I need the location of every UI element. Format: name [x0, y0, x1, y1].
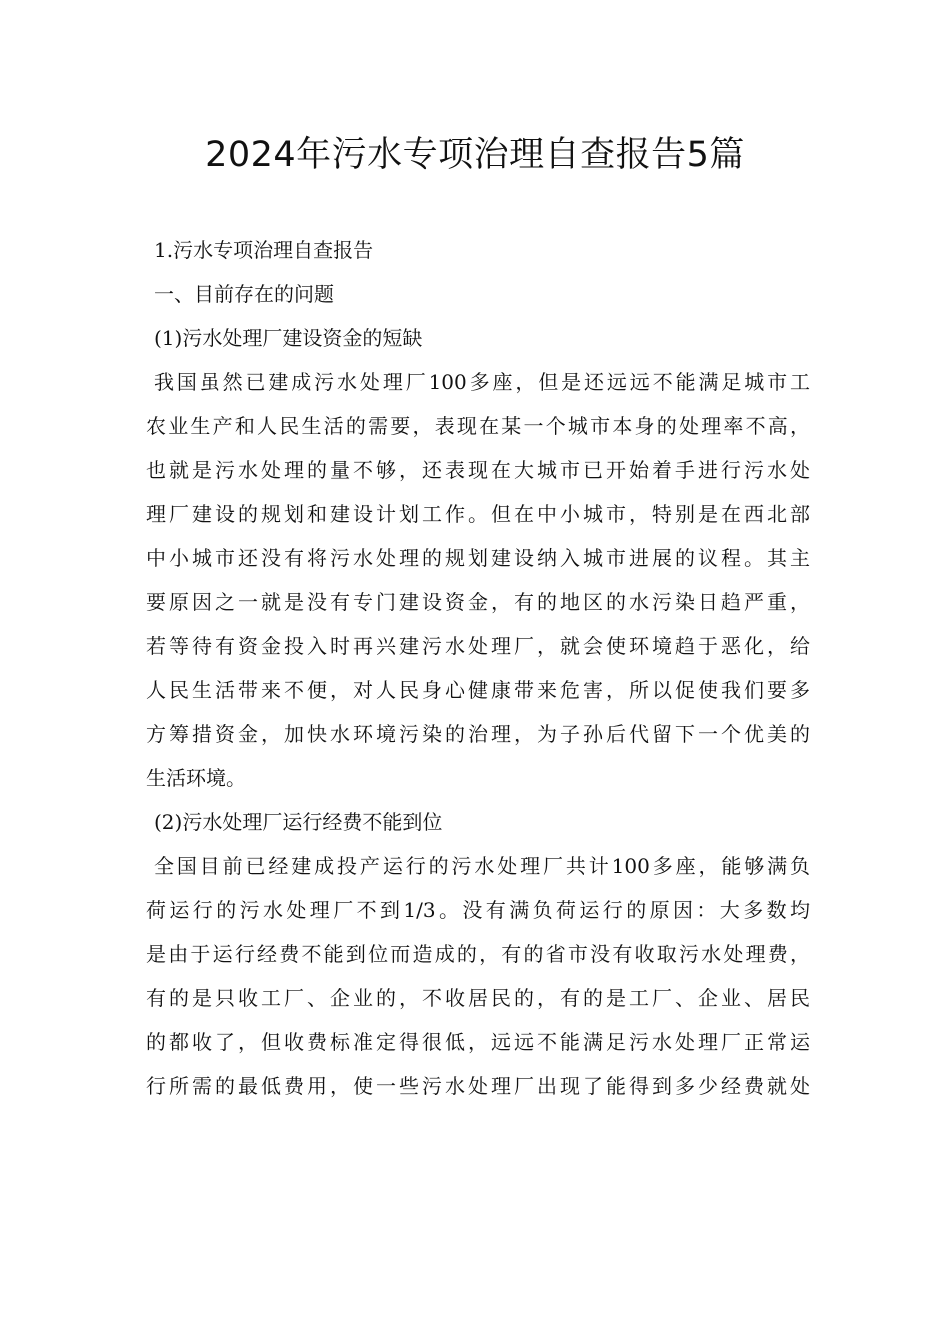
section-heading: 1.污水专项治理自查报告: [154, 238, 374, 262]
paragraph-line: 也就是污水处理的量不够，还表现在大城市已开始着手进行污水处: [146, 458, 810, 482]
subsection-heading: (2)污水处理厂运行经费不能到位: [154, 810, 443, 834]
paragraph-line: 生活环境。: [146, 766, 246, 790]
paragraph-line: 全国目前已经建成投产运行的污水处理厂共计100多座，能够满负: [154, 854, 810, 878]
paragraph-line: 要原因之一就是没有专门建设资金，有的地区的水污染日趋严重，: [146, 590, 810, 614]
paragraph-line: 中小城市还没有将污水处理的规划建设纳入城市进展的议程。其主: [146, 546, 810, 570]
paragraph-line: 的都收了，但收费标准定得很低，远远不能满足污水处理厂正常运: [146, 1030, 810, 1054]
section-heading: 一、目前存在的问题: [154, 282, 334, 306]
paragraph-line: 农业生产和人民生活的需要，表现在某一个城市本身的处理率不高，: [146, 414, 810, 438]
paragraph-line: 是由于运行经费不能到位而造成的，有的省市没有收取污水处理费，: [146, 942, 810, 966]
document-title: 2024年污水专项治理自查报告5篇: [205, 135, 745, 175]
paragraph-line: 荷运行的污水处理厂不到1/3。没有满负荷运行的原因：大多数均: [146, 898, 810, 922]
paragraph-line: 行所需的最低费用，使一些污水处理厂出现了能得到多少经费就处: [146, 1074, 810, 1098]
paragraph-line: 人民生活带来不便，对人民身心健康带来危害，所以促使我们要多: [146, 678, 810, 702]
subsection-heading: (1)污水处理厂建设资金的短缺: [154, 326, 423, 350]
paragraph-line: 有的是只收工厂、企业的，不收居民的，有的是工厂、企业、居民: [146, 986, 810, 1010]
paragraph-line: 理厂建设的规划和建设计划工作。但在中小城市，特别是在西北部: [146, 502, 810, 526]
paragraph-line: 我国虽然已建成污水处理厂100多座，但是还远远不能满足城市工: [154, 370, 810, 394]
paragraph-line: 方筹措资金，加快水环境污染的治理，为子孙后代留下一个优美的: [146, 722, 810, 746]
paragraph-line: 若等待有资金投入时再兴建污水处理厂，就会使环境趋于恶化，给: [146, 634, 810, 658]
document-body: [146, 228, 810, 1108]
